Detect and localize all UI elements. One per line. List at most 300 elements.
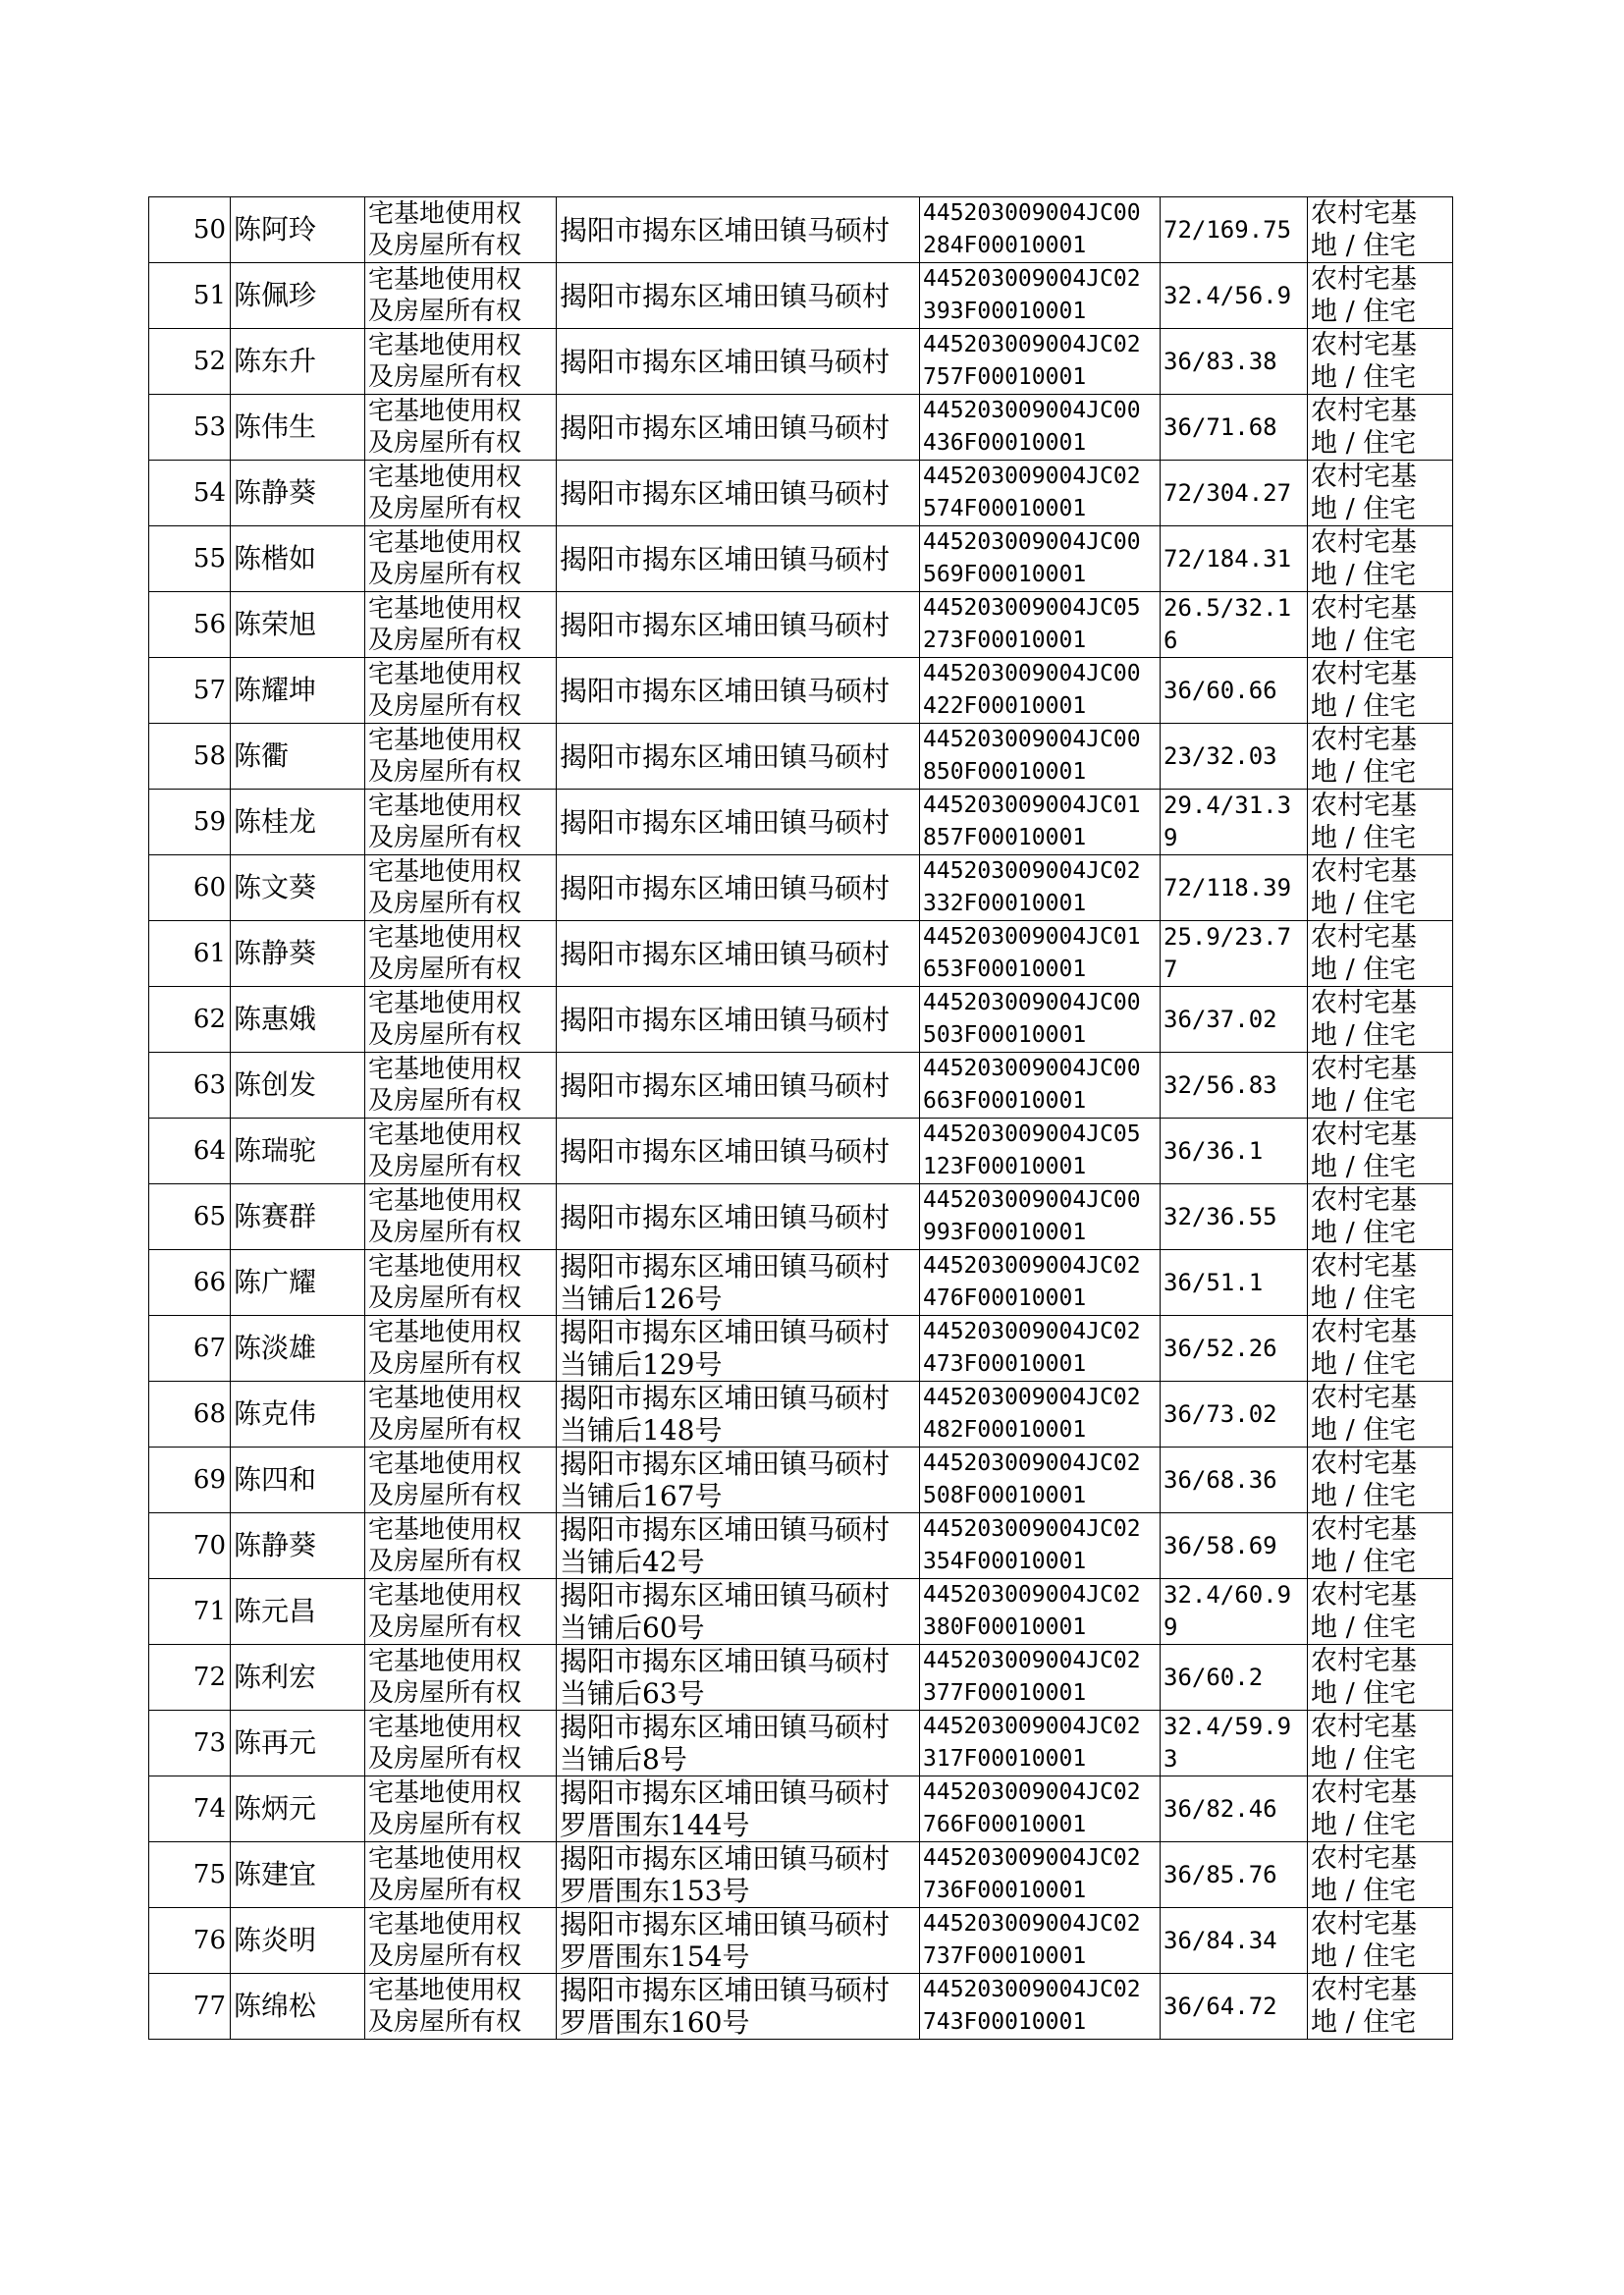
table-row bbox=[149, 197, 1453, 263]
land-use-cell bbox=[1308, 1645, 1453, 1711]
unit-code-line: 332F00010001 bbox=[923, 891, 1087, 916]
address-line: 揭阳市揭东区埔田镇马硕村 bbox=[560, 1448, 891, 1480]
land-use-cell bbox=[1308, 329, 1453, 395]
owner-name-cell: 陈四和 bbox=[231, 1448, 365, 1513]
unit-code-cell bbox=[920, 855, 1161, 921]
right-type-cell bbox=[365, 263, 557, 329]
right-type-line: 及房屋所有权 bbox=[368, 1744, 522, 1774]
address-line: 揭阳市揭东区埔田镇马硕村 bbox=[560, 739, 891, 773]
land-use-line: 农村宅基 bbox=[1311, 988, 1417, 1018]
area-cell bbox=[1161, 1842, 1308, 1908]
unit-code-line: 445203009004JC02 bbox=[923, 1648, 1141, 1673]
table-row bbox=[149, 1513, 1453, 1579]
land-use-line: 农村宅基 bbox=[1311, 659, 1417, 689]
right-type-line: 宅基地使用权 bbox=[368, 594, 522, 624]
area-cell bbox=[1161, 461, 1308, 526]
address-line: 揭阳市揭东区埔田镇马硕村 bbox=[560, 1974, 891, 2006]
unit-code-line: 503F00010001 bbox=[923, 1022, 1087, 1048]
land-use-line: 地 / 住宅 bbox=[1311, 1612, 1417, 1643]
unit-code-line: 445203009004JC02 bbox=[923, 1385, 1141, 1410]
row-number-cell: 72 bbox=[149, 1645, 231, 1711]
land-use-line: 农村宅基 bbox=[1311, 791, 1417, 821]
area-cell bbox=[1161, 1776, 1308, 1842]
land-use-line: 农村宅基 bbox=[1311, 1777, 1417, 1808]
address-cell bbox=[557, 1119, 920, 1184]
row-number-cell: 63 bbox=[149, 1053, 231, 1119]
row-number-cell: 74 bbox=[149, 1776, 231, 1842]
land-use-cell bbox=[1308, 1842, 1453, 1908]
right-type-line: 宅基地使用权 bbox=[368, 1318, 522, 1347]
area-cell bbox=[1161, 1579, 1308, 1645]
right-type-line: 及房屋所有权 bbox=[368, 1481, 522, 1510]
right-type-line: 宅基地使用权 bbox=[368, 1449, 522, 1479]
right-type-cell bbox=[365, 395, 557, 461]
area-cell bbox=[1161, 1382, 1308, 1448]
land-use-cell bbox=[1308, 1184, 1453, 1250]
right-type-line: 及房屋所有权 bbox=[368, 1941, 522, 1971]
land-use-line: 地 / 住宅 bbox=[1311, 362, 1417, 393]
address-line: 罗厝围东160号 bbox=[560, 2006, 750, 2039]
unit-code-cell bbox=[920, 1908, 1161, 1974]
land-use-cell bbox=[1308, 1776, 1453, 1842]
row-number-cell: 62 bbox=[149, 987, 231, 1053]
table-row bbox=[149, 1119, 1453, 1184]
area-cell bbox=[1161, 329, 1308, 395]
area-cell bbox=[1161, 790, 1308, 855]
owner-name-cell: 陈元昌 bbox=[231, 1579, 365, 1645]
unit-code-line: 445203009004JC02 bbox=[923, 1253, 1141, 1279]
land-use-line: 地 / 住宅 bbox=[1311, 757, 1417, 788]
right-type-line: 宅基地使用权 bbox=[368, 1778, 522, 1808]
land-use-line: 地 / 住宅 bbox=[1311, 1086, 1417, 1117]
unit-code-line: 653F00010001 bbox=[923, 956, 1087, 982]
unit-code-cell bbox=[920, 987, 1161, 1053]
row-number-cell: 51 bbox=[149, 263, 231, 329]
unit-code-line: 574F00010001 bbox=[923, 496, 1087, 521]
address-cell bbox=[557, 263, 920, 329]
area-line: 36/73.02 bbox=[1164, 1399, 1277, 1428]
owner-name-cell: 陈伟生 bbox=[231, 395, 365, 461]
row-number-cell: 50 bbox=[149, 197, 231, 263]
address-line: 罗厝围东154号 bbox=[560, 1940, 750, 1973]
owner-name-cell: 陈桂龙 bbox=[231, 790, 365, 855]
unit-code-line: 445203009004JC02 bbox=[923, 464, 1141, 489]
address-line: 揭阳市揭东区埔田镇马硕村 bbox=[560, 410, 891, 444]
unit-code-line: 380F00010001 bbox=[923, 1614, 1087, 1640]
right-type-line: 及房屋所有权 bbox=[368, 1152, 522, 1181]
owner-name-cell: 陈建宜 bbox=[231, 1842, 365, 1908]
right-type-line: 及房屋所有权 bbox=[368, 1349, 522, 1379]
row-number-cell: 71 bbox=[149, 1579, 231, 1645]
address-line: 揭阳市揭东区埔田镇马硕村 bbox=[560, 1134, 891, 1168]
address-cell bbox=[557, 197, 920, 263]
table-row bbox=[149, 921, 1453, 987]
land-use-line: 农村宅基 bbox=[1311, 1383, 1417, 1413]
area-cell bbox=[1161, 197, 1308, 263]
land-use-line: 农村宅基 bbox=[1311, 462, 1417, 492]
land-use-line: 地 / 住宅 bbox=[1311, 626, 1417, 656]
right-type-cell bbox=[365, 921, 557, 987]
table-row bbox=[149, 1974, 1453, 2040]
table-row bbox=[149, 724, 1453, 790]
land-use-line: 农村宅基 bbox=[1311, 1909, 1417, 1940]
right-type-cell bbox=[365, 724, 557, 790]
owner-name-cell: 陈创发 bbox=[231, 1053, 365, 1119]
land-use-line: 地 / 住宅 bbox=[1311, 823, 1417, 853]
address-line: 揭阳市揭东区埔田镇马硕村 bbox=[560, 345, 891, 378]
right-type-line: 宅基地使用权 bbox=[368, 199, 522, 229]
unit-code-cell bbox=[920, 461, 1161, 526]
land-use-line: 地 / 住宅 bbox=[1311, 1547, 1417, 1577]
right-type-line: 宅基地使用权 bbox=[368, 792, 522, 821]
table-row bbox=[149, 855, 1453, 921]
owner-name-cell: 陈绵松 bbox=[231, 1974, 365, 2040]
right-type-line: 及房屋所有权 bbox=[368, 1810, 522, 1839]
land-use-line: 地 / 住宅 bbox=[1311, 1876, 1417, 1906]
address-line: 揭阳市揭东区埔田镇马硕村 bbox=[560, 937, 891, 970]
unit-code-line: 445203009004JC02 bbox=[923, 1779, 1141, 1805]
unit-code-line: 123F00010001 bbox=[923, 1154, 1087, 1179]
land-use-line: 地 / 住宅 bbox=[1311, 1284, 1417, 1314]
row-number-cell: 69 bbox=[149, 1448, 231, 1513]
unit-code-cell bbox=[920, 1316, 1161, 1382]
land-use-line: 地 / 住宅 bbox=[1311, 1810, 1417, 1840]
address-line: 揭阳市揭东区埔田镇马硕村 bbox=[560, 1068, 891, 1102]
right-type-line: 宅基地使用权 bbox=[368, 1910, 522, 1940]
area-cell bbox=[1161, 855, 1308, 921]
registry-table bbox=[148, 196, 1453, 2040]
address-cell bbox=[557, 855, 920, 921]
unit-code-line: 850F00010001 bbox=[923, 759, 1087, 785]
address-line: 揭阳市揭东区埔田镇马硕村 bbox=[560, 1908, 891, 1940]
area-cell bbox=[1161, 1053, 1308, 1119]
row-number-cell: 58 bbox=[149, 724, 231, 790]
address-line: 罗厝围东153号 bbox=[560, 1875, 750, 1907]
address-line: 揭阳市揭东区埔田镇马硕村 bbox=[560, 1645, 891, 1677]
address-line: 揭阳市揭东区埔田镇马硕村 bbox=[560, 1382, 891, 1414]
right-type-line: 及房屋所有权 bbox=[368, 1284, 522, 1313]
right-type-cell bbox=[365, 1316, 557, 1382]
right-type-cell bbox=[365, 1119, 557, 1184]
unit-code-cell bbox=[920, 526, 1161, 592]
area-line: 36/51.1 bbox=[1164, 1268, 1264, 1296]
row-number-cell: 64 bbox=[149, 1119, 231, 1184]
land-use-cell bbox=[1308, 526, 1453, 592]
unit-code-line: 508F00010001 bbox=[923, 1483, 1087, 1508]
land-use-line: 农村宅基 bbox=[1311, 1185, 1417, 1216]
unit-code-line: 445203009004JC02 bbox=[923, 1911, 1141, 1937]
right-type-line: 宅基地使用权 bbox=[368, 528, 522, 558]
land-use-line: 地 / 住宅 bbox=[1311, 1020, 1417, 1051]
right-type-cell bbox=[365, 592, 557, 658]
owner-name-cell: 陈再元 bbox=[231, 1711, 365, 1776]
land-use-line: 农村宅基 bbox=[1311, 198, 1417, 229]
land-use-line: 地 / 住宅 bbox=[1311, 889, 1417, 919]
row-number-cell: 67 bbox=[149, 1316, 231, 1382]
right-type-cell bbox=[365, 658, 557, 724]
unit-code-line: 445203009004JC02 bbox=[923, 1845, 1141, 1871]
right-type-line: 及房屋所有权 bbox=[368, 362, 522, 392]
table-row bbox=[149, 1579, 1453, 1645]
unit-code-cell bbox=[920, 1184, 1161, 1250]
land-use-cell bbox=[1308, 1448, 1453, 1513]
land-use-line: 地 / 住宅 bbox=[1311, 1678, 1417, 1709]
right-type-cell bbox=[365, 1513, 557, 1579]
right-type-line: 及房屋所有权 bbox=[368, 1086, 522, 1116]
address-line: 揭阳市揭东区埔田镇马硕村 bbox=[560, 279, 891, 312]
land-use-cell bbox=[1308, 1513, 1453, 1579]
land-use-line: 农村宅基 bbox=[1311, 1448, 1417, 1479]
land-use-cell bbox=[1308, 1711, 1453, 1776]
address-line: 揭阳市揭东区埔田镇马硕村 bbox=[560, 476, 891, 510]
right-type-cell bbox=[365, 855, 557, 921]
table-row bbox=[149, 395, 1453, 461]
right-type-line: 宅基地使用权 bbox=[368, 726, 522, 755]
right-type-line: 及房屋所有权 bbox=[368, 889, 522, 918]
unit-code-line: 476F00010001 bbox=[923, 1285, 1087, 1311]
right-type-cell bbox=[365, 1645, 557, 1711]
address-cell bbox=[557, 461, 920, 526]
right-type-line: 及房屋所有权 bbox=[368, 1218, 522, 1247]
right-type-line: 宅基地使用权 bbox=[368, 1055, 522, 1084]
unit-code-line: 757F00010001 bbox=[923, 364, 1087, 390]
table-row bbox=[149, 1382, 1453, 1448]
unit-code-cell bbox=[920, 1053, 1161, 1119]
table-row bbox=[149, 1053, 1453, 1119]
owner-name-cell: 陈文葵 bbox=[231, 855, 365, 921]
unit-code-line: 436F00010001 bbox=[923, 430, 1087, 456]
row-number-cell: 53 bbox=[149, 395, 231, 461]
address-line: 当铺后129号 bbox=[560, 1348, 723, 1381]
unit-code-line: 273F00010001 bbox=[923, 628, 1087, 653]
land-use-cell bbox=[1308, 1053, 1453, 1119]
address-line: 揭阳市揭东区埔田镇马硕村 bbox=[560, 1776, 891, 1809]
area-line: 72/169.75 bbox=[1164, 215, 1292, 244]
registry-table-body bbox=[149, 197, 1453, 2040]
right-type-line: 及房屋所有权 bbox=[368, 823, 522, 852]
row-number-cell: 73 bbox=[149, 1711, 231, 1776]
area-cell bbox=[1161, 1119, 1308, 1184]
address-cell bbox=[557, 1316, 920, 1382]
area-line: 32.4/60.9 bbox=[1164, 1581, 1292, 1609]
unit-code-line: 993F00010001 bbox=[923, 1220, 1087, 1245]
land-use-line: 农村宅基 bbox=[1311, 1843, 1417, 1874]
right-type-line: 及房屋所有权 bbox=[368, 1547, 522, 1576]
right-type-line: 宅基地使用权 bbox=[368, 1252, 522, 1282]
address-cell bbox=[557, 592, 920, 658]
table-row bbox=[149, 1908, 1453, 1974]
row-number-cell: 65 bbox=[149, 1184, 231, 1250]
row-number-cell: 75 bbox=[149, 1842, 231, 1908]
table-row bbox=[149, 1448, 1453, 1513]
owner-name-cell: 陈佩珍 bbox=[231, 263, 365, 329]
address-cell bbox=[557, 1711, 920, 1776]
address-cell bbox=[557, 1579, 920, 1645]
address-line: 罗厝围东144号 bbox=[560, 1809, 750, 1841]
land-use-line: 农村宅基 bbox=[1311, 1317, 1417, 1347]
land-use-line: 地 / 住宅 bbox=[1311, 955, 1417, 985]
area-line: 36/64.72 bbox=[1164, 1992, 1277, 2020]
area-line: 72/184.31 bbox=[1164, 544, 1292, 573]
unit-code-line: 736F00010001 bbox=[923, 1878, 1087, 1903]
owner-name-cell: 陈楷如 bbox=[231, 526, 365, 592]
right-type-cell bbox=[365, 461, 557, 526]
land-use-line: 农村宅基 bbox=[1311, 856, 1417, 887]
land-use-cell bbox=[1308, 1974, 1453, 2040]
unit-code-line: 445203009004JC02 bbox=[923, 332, 1141, 357]
land-use-line: 农村宅基 bbox=[1311, 1712, 1417, 1742]
right-type-line: 及房屋所有权 bbox=[368, 691, 522, 721]
owner-name-cell: 陈利宏 bbox=[231, 1645, 365, 1711]
row-number-cell: 57 bbox=[149, 658, 231, 724]
right-type-line: 及房屋所有权 bbox=[368, 560, 522, 589]
right-type-line: 宅基地使用权 bbox=[368, 989, 522, 1018]
unit-code-line: 445203009004JC02 bbox=[923, 1582, 1141, 1608]
table-row bbox=[149, 1776, 1453, 1842]
address-line: 揭阳市揭东区埔田镇马硕村 bbox=[560, 1513, 891, 1546]
right-type-cell bbox=[365, 1974, 557, 2040]
area-line: 72/118.39 bbox=[1164, 873, 1292, 902]
area-line: 32.4/56.9 bbox=[1164, 281, 1292, 309]
address-cell bbox=[557, 987, 920, 1053]
land-use-cell bbox=[1308, 263, 1453, 329]
land-use-line: 农村宅基 bbox=[1311, 1054, 1417, 1084]
land-use-line: 农村宅基 bbox=[1311, 1580, 1417, 1611]
area-cell bbox=[1161, 921, 1308, 987]
table-row bbox=[149, 987, 1453, 1053]
owner-name-cell: 陈广耀 bbox=[231, 1250, 365, 1316]
land-use-cell bbox=[1308, 855, 1453, 921]
unit-code-cell bbox=[920, 1250, 1161, 1316]
right-type-line: 宅基地使用权 bbox=[368, 265, 522, 295]
address-cell bbox=[557, 1645, 920, 1711]
address-cell bbox=[557, 1448, 920, 1513]
unit-code-cell bbox=[920, 1711, 1161, 1776]
owner-name-cell: 陈淡雄 bbox=[231, 1316, 365, 1382]
unit-code-cell bbox=[920, 197, 1161, 263]
unit-code-line: 445203009004JC05 bbox=[923, 595, 1141, 621]
unit-code-line: 393F00010001 bbox=[923, 299, 1087, 324]
area-cell bbox=[1161, 1316, 1308, 1382]
unit-code-cell bbox=[920, 1776, 1161, 1842]
address-cell bbox=[557, 526, 920, 592]
right-type-line: 及房屋所有权 bbox=[368, 231, 522, 260]
right-type-line: 宅基地使用权 bbox=[368, 463, 522, 492]
right-type-cell bbox=[365, 197, 557, 263]
address-line: 揭阳市揭东区埔田镇马硕村 bbox=[560, 608, 891, 641]
area-line: 36/68.36 bbox=[1164, 1465, 1277, 1494]
area-cell bbox=[1161, 1448, 1308, 1513]
unit-code-line: 445203009004JC00 bbox=[923, 398, 1141, 423]
unit-code-cell bbox=[920, 1513, 1161, 1579]
unit-code-line: 445203009004JC02 bbox=[923, 1977, 1141, 2002]
unit-code-line: 445203009004JC02 bbox=[923, 1319, 1141, 1344]
address-line: 当铺后63号 bbox=[560, 1677, 705, 1710]
table-row bbox=[149, 461, 1453, 526]
table-row bbox=[149, 658, 1453, 724]
unit-code-cell bbox=[920, 329, 1161, 395]
address-cell bbox=[557, 921, 920, 987]
land-use-cell bbox=[1308, 1908, 1453, 1974]
owner-name-cell: 陈衢 bbox=[231, 724, 365, 790]
table-row bbox=[149, 592, 1453, 658]
row-number-cell: 55 bbox=[149, 526, 231, 592]
land-use-line: 农村宅基 bbox=[1311, 396, 1417, 426]
owner-name-cell: 陈荣旭 bbox=[231, 592, 365, 658]
area-line: 25.9/23.7 bbox=[1164, 923, 1292, 951]
table-row bbox=[149, 1711, 1453, 1776]
land-use-line: 地 / 住宅 bbox=[1311, 1481, 1417, 1511]
unit-code-line: 445203009004JC00 bbox=[923, 990, 1141, 1015]
unit-code-cell bbox=[920, 395, 1161, 461]
address-line: 当铺后60号 bbox=[560, 1612, 705, 1644]
address-line: 当铺后148号 bbox=[560, 1414, 723, 1447]
area-cell bbox=[1161, 263, 1308, 329]
right-type-cell bbox=[365, 790, 557, 855]
row-number-cell: 70 bbox=[149, 1513, 231, 1579]
land-use-line: 地 / 住宅 bbox=[1311, 2007, 1417, 2038]
area-line: 3 bbox=[1164, 1745, 1178, 1773]
area-line: 36/71.68 bbox=[1164, 412, 1277, 441]
address-cell bbox=[557, 1053, 920, 1119]
address-cell bbox=[557, 1184, 920, 1250]
right-type-cell bbox=[365, 1842, 557, 1908]
unit-code-cell bbox=[920, 592, 1161, 658]
address-cell bbox=[557, 1974, 920, 2040]
land-use-line: 农村宅基 bbox=[1311, 593, 1417, 624]
address-line: 揭阳市揭东区埔田镇马硕村 bbox=[560, 1842, 891, 1875]
address-line: 当铺后167号 bbox=[560, 1480, 723, 1512]
address-line: 揭阳市揭东区埔田镇马硕村 bbox=[560, 1579, 891, 1612]
right-type-line: 及房屋所有权 bbox=[368, 626, 522, 655]
area-line: 36/58.69 bbox=[1164, 1531, 1277, 1559]
unit-code-line: 445203009004JC02 bbox=[923, 1714, 1141, 1739]
land-use-line: 地 / 住宅 bbox=[1311, 1744, 1417, 1775]
right-type-line: 及房屋所有权 bbox=[368, 1876, 522, 1905]
unit-code-line: 445203009004JC00 bbox=[923, 1056, 1141, 1081]
right-type-line: 及房屋所有权 bbox=[368, 297, 522, 326]
address-line: 揭阳市揭东区埔田镇马硕村 bbox=[560, 213, 891, 246]
right-type-line: 及房屋所有权 bbox=[368, 1415, 522, 1445]
land-use-cell bbox=[1308, 1382, 1453, 1448]
area-line: 36/52.26 bbox=[1164, 1334, 1277, 1362]
owner-name-cell: 陈耀坤 bbox=[231, 658, 365, 724]
right-type-line: 及房屋所有权 bbox=[368, 1612, 522, 1642]
unit-code-line: 766F00010001 bbox=[923, 1812, 1087, 1837]
right-type-line: 宅基地使用权 bbox=[368, 1647, 522, 1676]
area-cell bbox=[1161, 526, 1308, 592]
unit-code-cell bbox=[920, 1382, 1161, 1448]
land-use-line: 农村宅基 bbox=[1311, 1514, 1417, 1545]
right-type-cell bbox=[365, 1053, 557, 1119]
unit-code-line: 743F00010001 bbox=[923, 2009, 1087, 2035]
owner-name-cell: 陈惠娥 bbox=[231, 987, 365, 1053]
land-use-cell bbox=[1308, 461, 1453, 526]
land-use-line: 地 / 住宅 bbox=[1311, 1349, 1417, 1380]
area-cell bbox=[1161, 395, 1308, 461]
address-cell bbox=[557, 1513, 920, 1579]
owner-name-cell: 陈克伟 bbox=[231, 1382, 365, 1448]
land-use-cell bbox=[1308, 1579, 1453, 1645]
address-cell bbox=[557, 395, 920, 461]
land-use-cell bbox=[1308, 395, 1453, 461]
unit-code-line: 737F00010001 bbox=[923, 1943, 1087, 1969]
area-line: 32/36.55 bbox=[1164, 1202, 1277, 1230]
area-line: 36/85.76 bbox=[1164, 1860, 1277, 1888]
right-type-line: 及房屋所有权 bbox=[368, 494, 522, 523]
area-line: 36/36.1 bbox=[1164, 1136, 1264, 1165]
area-line: 7 bbox=[1164, 956, 1178, 983]
